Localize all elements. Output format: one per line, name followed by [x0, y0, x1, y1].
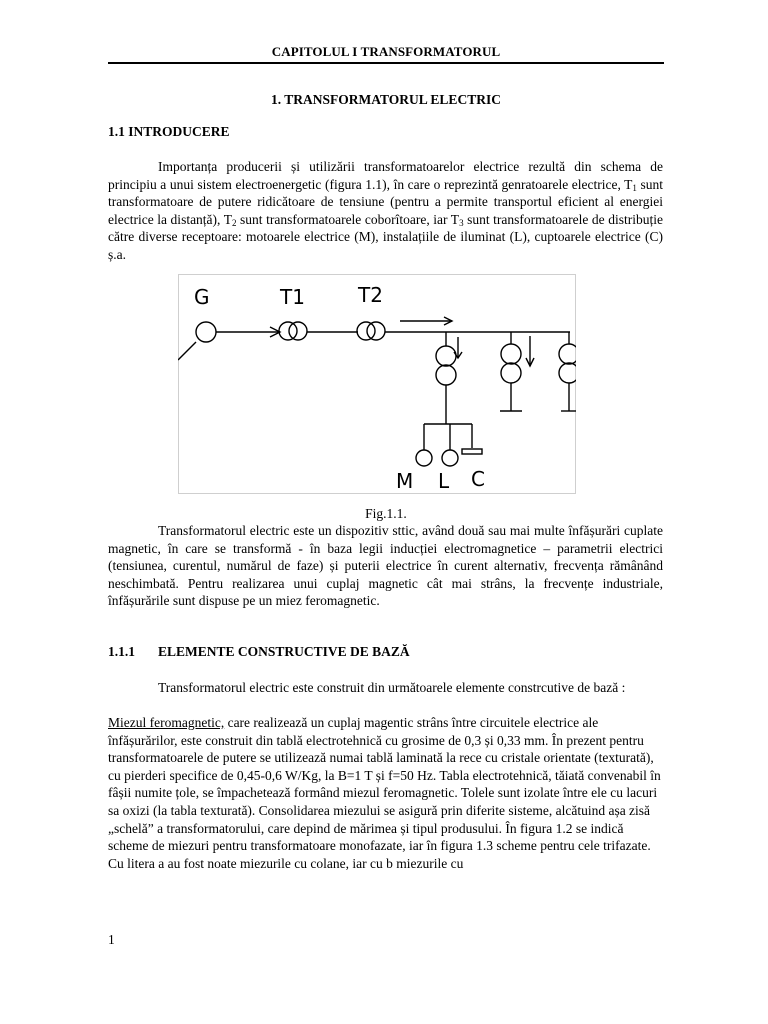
- section-subtitle: 1.1 INTRODUCERE: [108, 124, 230, 139]
- elements-intro-text: Transformatorul electric este construit din următoarele elemente constrcutive de bază :: [158, 680, 626, 695]
- intro-text-c: sunt transformatoarele coborîtoare, iar T: [236, 211, 460, 227]
- subsection-title: ELEMENTE CONSTRUCTIVE DE BAZĂ: [158, 644, 410, 659]
- label-l: L: [438, 469, 450, 493]
- label-g: G: [194, 285, 210, 309]
- label-c: C: [471, 467, 485, 491]
- label-t1: T1: [280, 285, 305, 309]
- definition-paragraph: [108, 522, 663, 610]
- label-m: M: [396, 469, 414, 493]
- subsection-heading: [108, 644, 410, 660]
- core-text: care realizează un cuplaj magentic strâns între circuitele electrice ale înfășurărilor, este construit din tablă electrotehnică cu grosime de 0,3 și 0,33 mm. În prezent pentru transformatoarele de putere se utilizează numai tablă laminată la rece cu cristale orientate (texturată), cu pierderi specifice de 0,45-0,6 W/Kg, la B=1 T și f=50 Hz. Tabla electrotehnică, tăiată convenabil în fâșii numite țole, se împachetează formând miezul feromagnetic. Tolele sunt izolate între ele cu lacuri sa oxizi (la tabla texturată). Consolidarea miezului se asigură prin diferite sisteme, alcătuind așa zisă „schelă” a transformatorului, care depind de mărimea și tipul produsului. În figura 1.2 se indică scheme de miezuri pentru transformatoare monofazate, iar în figura 1.3 scheme pentru cele trifazate. Cu litera a au fost noate miezurile cu colane, iar cu b miezurile cu: [108, 715, 661, 871]
- subsection-number: 1.1.1: [108, 644, 135, 659]
- definition-text: Transformatorul electric este un dispozitiv sttic, având două sau mai multe înfășurări cuplate magnetic, în care se transformă - în baza legii inducției electromagnetice – parametrii electrici (tensiunea, curentul, numărul de faze) și puterii electrice în curent alternativ, frecvența rămânând neschimbată. Pentru realizarea unui cuplaj magnetic cât mai strâns, la frecvențe industriale, înfășurările sunt dispuse pe un miez feromagnetic.: [108, 523, 663, 609]
- elements-intro-paragraph: [108, 679, 663, 697]
- label-t2: T2: [358, 283, 383, 307]
- page-number: 1: [108, 932, 115, 947]
- chapter-header: CAPITOLUL I TRANSFORMATORUL: [271, 44, 501, 59]
- subscript-2: 2: [231, 217, 237, 228]
- intro-text-b: sunt transformatoare de putere ridicătoare de tensiune (pentru a permite transportul eficient al energiei electrice la distanță), T: [108, 176, 663, 227]
- header-rule: [108, 62, 664, 64]
- subscript-3: 3: [459, 217, 464, 228]
- intro-text-d: sunt transformatoarele de distribuție către diverse receptoare: motoarele electrice (M), instalațiile de iluminat (L), cuptoarele electrice (C) ș.a.: [108, 211, 663, 262]
- section-title: 1. TRANSFORMATORUL ELECTRIC: [271, 92, 501, 107]
- subscript-1: 1: [632, 182, 637, 193]
- power-system-diagram: [178, 274, 576, 494]
- core-term: Miezul feromagnetic,: [108, 715, 225, 730]
- intro-paragraph: [108, 158, 663, 264]
- intro-text-a: Importanța producerii și utilizării transformatoarelor electrice rezultă din schema de principiu a unui sistem electroenergetic (figura 1.1), în care o reprezintă genratoarele electrice, T: [108, 159, 663, 192]
- core-paragraph: [108, 714, 663, 872]
- figure-caption: Fig.1.1.: [365, 506, 407, 521]
